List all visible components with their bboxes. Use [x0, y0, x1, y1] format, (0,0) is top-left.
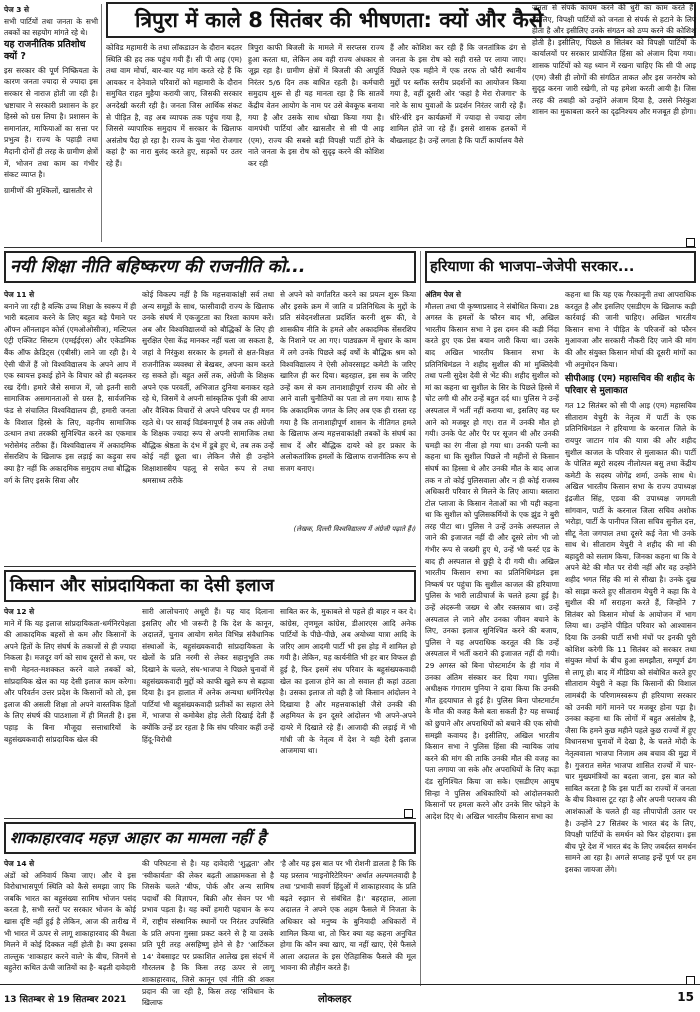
article-body: मौलला तथा पी कृष्णाप्रसाद ने संबोधित किया। 28 अगस्त के हमलों के फौरन बाद भी, अखिल भारतीय किसान सभा ने इस दमन की कड़ी निंदा करते हुए एक प्रेस बयान जारी किया था। उसके बाद अखिल भारतीय किसान सभा के प्रतिनिधिमंडल ने शहीद सुशील की मां मुक्तिदेवी तथा पत्नी सुदेश देवी से भेंट की। शहीद सुशील को मां का कहना था सुशील के सिर के पिछले हिस्से में चोट लगी थी और उन्हें बहुत दर्द था। पुलिस ने उन्हें अस्पताल में भर्ती नहीं कराया था, इसलिए वह घर आने को मजबूर हो गए। रात में उनकी मौत हो गयी। उनके पेट और पैर पर सूजन थी और उनकी चमड़ी का रंग नीला हो गया था। उनकी पत्नी का कहना था कि सुशील पिछले नौ महीनों से किसान संघर्ष का हिस्सा थे और उनकी मौत के बाद आज तक न तो कोई पुलिसवाला और न ही कोई राजस्व अधिकारी परिवार से मिलने के लिए आया। बस्तारा टोल प्लाजा के किसान नेताओं का भी यही कहना था कि सुशील को पुलिसकर्मियों के एक झुंड ने बुरी तरह पीटा था। पुलिस ने उन्हें उनके अस्पताल ले जाने की इजाजत नहीं दी और दूसरे लोग भी जो गंभीर रूप से जख्मी हुए थे, उन्हें भी फर्स्ट एड के बाद ही अस्पताल से छुट्टी दे दी गयी थी। अखिल भारतीय किसान सभा का प्रतिनिधिमंडल इस निष्कर्ष पर पहुंचा कि सुशील काजल की हरियाणा पुलिस के भारी लाठीचार्ज के चलते हत्या हुई है। उन्हें अंदरूनी जख्म थे और रक्तस्राव था। उन्हें अस्पताल ले जाने और उनका जीवन बचाने के लिए, उनका इलाज सुनिश्चित करने की बजाय, पुलिस ने यह अपराधिक करतूत की कि उन्हें अस्पताल में भर्ती कराने की इजाजत नहीं दी गयी। 29 अगस्त को बिना पोस्टमार्टम के ही गांव में उनका अंतिम संस्कार कर दिया गया। पुलिस अधीक्षक गंगाराम पुनिया ने दावा किया कि उनकी मौत हृदयाघात से हुई है। पुलिस बिना पोस्टमार्टम के मौत की वजह कैसे बता सकती है? यह सच्चाई को छुपाने और अपराधियों को बचाने की एक सोची समझी कवायद है। इसीलिए, अखिल भारतीय किसान सभा ने पुलिस हिंसा की न्यायिक जांच करने की मांग की ताकि उनकी मौत की वजह का पता लगाया जा सके और अपराधियों के लिए कड़ा दंड सुनिश्चित किया जा सके। एसडीएम आयुष सिन्हा ने पुलिस अधिकारियों को आंदोलनकारी किसानों पर हमला करने और उनके सिर फोड़ने के आदेश दिए थे। अखिल भारतीय किसान सभा का — [425, 301, 559, 821]
article-body: बनाने जा रही है बल्कि उच्च शिक्षा के स्वरूप में ही भारी बदलाव करने के लिए बहुत बड़े पैमाने पर ऑफ्न ऑनलाइन कोर्स (एमओओसीज), मल्टिपल एंट्री एक्जिट सिस्टम (एमईईएस) और एकेडमिक बैंक ऑफ क्रेडिट्स (एबीसी) लाने जा रही है। ये ऐसी चीजें हैं जो विश्वविद्यालय के अपने आप में एक स्वायत्त इकाई होने के विचार को ही बदलकर रख देंगी। हमारे जैसे समाज में, जो इतनी सारी सामाजिक असमानताओं से ग्रस्त है, सार्वजनिक फंड से संचालित विश्वविद्यालय ही, हमारी जनता के विशाल हिस्से के लिए, वहनीय सामाजिक उत्थान तथा तरक्की सुनिश्चित करने का एकमात्र भरोसेमंद तरीका हैं। विश्वविद्यालय में अकादमिक सेंसरशिप के खिलाफ इस लड़ाई का कड़ुवा सच क्या है? नहीं कि अकादमिक समुदाय तथा बौद्धिक वर्ग के लिए इसके सिवा और — [4, 301, 136, 485]
article-column: कोविड महामारी के तथा लॉकडाउन के दौरान बदतर स्थिति की हद तक पहुंच गयी हैं। सी पी आइ (एम) तथा वाम मोर्चा, बार-बार यह मांग करते रहे हैं कि आयकर न देनेवाले परिवारों को महामारी के दौरान समुचित राहत मुहैया करायी जाए, जिसकी सरकार अनदेखी करती रही है। जनता जिस आर्थिक संकट से पीड़ित है, वह अब व्यापक तक पहुंच गया है, जिससे व्यापारिक समुदाय में सरकार के खिलाफ असंतोष पैदा हो रहा है। राज्य के युवा 'मेरा रोजगार कहां है' का नारा बुलंद करते हुए, सड़कों पर उतर रहे हैं। — [106, 43, 242, 168]
article-column: साबित कर के, मुकाबले से पहले ही बाहर न कर दे। कांग्रेस, तृणमूल कांग्रेस, डीआरएस आदि अनेक पार्टियों के पीछे-पीछे, अब अयोध्या यात्रा आदि के जरिए आम आदमी पार्टी भी इस होड़ में शामिल हो गयी है। लेकिन, यह कार्यनीति भी हर बार विफल ही हुई है, फिर इसमें संघ परिवार के बहुसंख्यकवादी खेल का इलाज होने का तो सवाल ही कहां उठता है। उसका इलाज तो वही है जो किसान आंदोलन ने दिखाया है और महत्तवाकांक्षी जैसे उनकी की अहमियत के इन दूसरे आंदोलन भी अपने-अपने दायरे में दिखाते रहे हैं। आजादी की लड़ाई में भी गांधी जी के नेतृत्व में देश ने यही देसी इलाज आजमाया था। — [280, 607, 416, 756]
column-rule — [101, 4, 102, 242]
section-rule — [4, 247, 696, 248]
article-body: इस सरकार की पूर्ण निष्क्रियता के कारण जनता ज्यादा से ज्यादा इस सरकार से नाराज होती जा रही है। भ्रष्टाचार ने सरकारी प्रशासन के हर हिस्से को ग्रस लिया है। प्रशासन के समानांतर, माफियाओं का सत्ता पर प्रभुत्व है। राज्य के पहाड़ी तथा मैदानी दोनों ही तरह के ग्रामीण क्षेत्रों में, भोजन तथा काम का गंभीर संकट व्याप्त है। — [4, 65, 98, 180]
end-mark — [404, 803, 414, 813]
cont-from-label: अंतिम पेज से — [425, 290, 462, 299]
cont-from-label: पेज 11 से — [4, 290, 35, 299]
section-rule — [4, 566, 416, 567]
article-column — [425, 289, 559, 982]
article-column: जनता से संपर्क कायम करने की धुरी का काम करते हैं। इसलिए, विपक्षी पार्टियों को जनता से संपर्क से हटाने के लिए होता है और इसीलिए उनके संगठन को ठप्प करने की कोशिश होती है। इसीलिए, पिछले 8 सितंबर को विपक्षी पार्टियों के कार्यालयों पर सरकार प्रायोजित हिंसा को अंजाम दिया गया। शासक पार्टियों को यह ध्यान में रखना चाहिए कि सी पी आइ (एम) जैसी ही लोगों की संगठित ताकत और इस जनरोष को सुदृढ़ करना जारी रखेगी, तो यह हमेशा करती आयी है। जिस तरह की तबाही को उन्होंने अंजाम दिया है, उससे निरंकुश शासन का मुकाबला करने का दृढ़निश्चय और मजबूत ही होगा। — [532, 3, 697, 117]
article-body: गत 12 सितंबर को सी पी आइ (एम) महासचिव सीताराम येचुरी के नेतृत्व में पार्टी के एक प्रतिनिधिमंडल ने हरियाणा के करनाल जिले के रायपुर जाटान गांव की यात्रा की और शहीद सुशील काजल के परिवार से मुलाकात की। पार्टी के पोलित ब्यूरो सदस्य नीलोत्पल बसु तथा केंद्रीय कमेटी के सदस्य जोगेंद्र शर्मा, उनके साथ थे। अखिल भारतीय किसान सभा के राज्य उपाध्यक्ष इंद्रजीत सिंह, एडवा की उपाध्यक्ष जगमती सांगवान, पार्टी के करनाल जिला सचिव अशोक भरोड़ा, पार्टी के पानीपत जिला सचिव सुनील दत्त, सीटू नेता जगपाल तथा दूसरे कई नेता भी उनके साथ थे। सीताराम येचुरी ने शहीद की मां की बहादुरी को सलाम किया, जिनका कहना था कि वे अपने बेटे की मौत पर रोयी नहीं और वह उन्होंने शहीद भगत सिंह की मां से सीखा है। उनके दुख को साझा करते हुए सीताराम येचुरी ने कहा कि वे सुशील की माँ सराहना करते हैं, जिन्होंने 7 सितंबर को किसान मोर्चा के आयोजन में भाग लिया था। उन्होंने पीड़ित परिवार को आश्वासन दिया कि उनकी पार्टी सभी मंचों पर इनकी पूरी कोशिश करेगी कि 11 सितंबर को सरकार तथा संयुक्त मोर्चा के बीच हुआ समझौता, सम्पूर्ण ढंग से लागू हो। बाद में मीडिया को संबोधित करते हुए सीताराम येचुरी ने कहा कि किसानों की विशाल लामबंदी के परिणामस्वरूप ही हरियाणा सरकार को उनकी मांगें मानने पर मजबूर होना पड़ा है। उनका कहना था कि लोगों में बहुत असंतोष है, जैसा कि हमने कुछ महीने पहले कुछ राज्यों में हुए विधानसभा चुनावों में देखा है, के चलते मोदी के नेतृत्ववाला भाजपा निजाम अब बचाव की मुद्रा में है। गुजरात समेत भाजपा शासित राज्यों में चार-चार मुख्यमंत्रियों का बदला जाना, इस बात को साबित करता है कि इस पार्टी का राज्यों में जनता के बीच विश्वास टूट रहा है और अपनी पराजय की आशंकाओं के चलते ही वह लीपापोती उतार पर है। उन्होंने 27 सितंबर के भारत बंद के लिए, विपक्षी पार्टियों के समर्थन को फिर दोहराया। इस बीच पूरे देश में भारत बंद के लिए जबर्दस्त समर्थन सामने आ रहा है। अगले सप्ताह इन्हें पूर्ण पर हम इसका जायजा लेंगे। — [565, 401, 697, 874]
article-column: त्रिपुरा काफी बिजली के मामले में सरप्लस राज्य हुआ करता था, लेकिन अब वही राज्य अंधकार से जूझ रहा है। ग्रामीण क्षेत्रों में बिजली की आपूर्ति निरंतर 5/6 दिन तक बाधित रहती है। कर्मचारी समुदाय शुरू से ही यह मानता रहा है कि सातवें केंद्रीय वेतन आयोग के नाम पर उसे बेवकूफ बनाया गया है और उसके साथ धोखा किया गया है। वामपंथी पार्टियां और खासतौर से सी पी आइ (एम), राज्य की सबसे बड़ी विपक्षी पार्टी होने के नाते जनता के इस रोष को सुदृढ़ करने की कोशिश कर रही — [248, 43, 384, 168]
continuation-column — [4, 4, 98, 244]
article-column — [4, 289, 136, 559]
page-number: 15 — [677, 990, 694, 1004]
headline: किसान और सांप्रदायिकता का देसी इलाज — [10, 576, 274, 596]
subheading: यह राजनीतिक प्रतिशोध क्यों ? — [4, 38, 86, 62]
cont-from-label: पेज 3 से — [4, 5, 29, 14]
issue-date: 13 सितम्बर से 19 सितम्बर 2021 — [4, 995, 127, 1005]
headline: शाकाहारवाद महज़ आहार का मामला नहीं है — [10, 828, 266, 847]
end-mark — [686, 970, 696, 980]
headline: नयी शिक्षा नीति बहिष्करण की राजनीति को... — [10, 257, 306, 277]
article-column — [280, 289, 416, 561]
article-column — [565, 289, 696, 982]
article-column: कोई विकल्प नहीं है कि महत्तवाकांक्षी सर्व तथा अन्य समूहों के साथ, फासीवादी राज्य के खिलाफ उनके संघर्ष में एकजुटता का रिश्ता कायम करें। अब और विश्वविद्यालयों को बौद्धिकों के लिए ही सुरक्षित ऐसा केंद्र मानकर नहीं चला जा सकता है, जहां वे निरंकुश सरकार के हमलों से क्षत-विक्षत राजनीतिक व्यवस्था से बेखबर, अपना काम करते रह सकते हों। बहुत अर्से तक, अंग्रेजी के शिक्षक अपने एक परवर्ती, अभिजात दुनिया बनाकर रहते रहे थे, जिसमें वे अपनी सांस्कृतिक पूंजी की आपा और वैश्विक विचारों से अपने परिचय पर ही मगन रहते थे। पर सावई विडंबनापूर्ण है जब तक अंग्रेजी के शिक्षक ज्यादा रूप से अपनी सामाजिक तथा बौद्धिक श्रेष्ठता के दंभ में डूबे हुए थे, तब तक उन्हें कोई नहीं छूता था। लेकिन जैसे ही उन्होंने शिक्षाशास्त्रीय पहलू से सचेत रूप से तथा श्रमसाध्य तरीके — [142, 290, 274, 485]
article-body: सभी पार्टियों तथा जनता के सभी तबकों का सहयोग मांगते रहे थे। — [4, 16, 98, 38]
article-body: कहना था कि यह एक गैरकानूनी तथा आपराधिक करतूत है और इसलिए एसडीएम के खिलाफ कड़ी कार्रवाई की जानी चाहिए। अखिल भारतीय किसान सभा ने पीड़ित के परिजनों को फौरन मुआवजा और सरकारी नौकरी दिए जाने की मांग की और संयुक्त किसान मोर्चा की दूसरी मांगों का भी अनुमोदन किया। — [565, 290, 696, 369]
article-column: सारी आलोचनाएं अधूरी हैं। यह याद दिलाना इसलिए और भी जरूरी है कि देश के कानून, अदालतें, चुनाव आयोग समेत विभिन्न संवैधानिक संस्थाओं के, बहुसंख्यकवादी सांप्रदायिकता के खेलों के प्रति नरमी से लेकर सहानुभूति तक दिखाने के चलते, संघ-भाजपा ने पिछले चुनावों में बहुसंख्यकवादी मुद्दों को काफी खुले रूप से बढ़ावा दिया है। इन हालात में अनेक अन्यथा धर्मनिरपेक्ष पार्टियां भी बहुसंख्यकवादी प्रतीकों का सहारा लेने में, भाजपा से कमोबेश होड़ लेती दिखाई देती हैं क्योंकि उन्हें डर रहता है कि संघ परिवार कहीं उन्हें हिंदू-विरोधी — [142, 607, 274, 744]
publication-name: लोकलहर — [318, 994, 352, 1005]
article-body: ग्रामीणों की मुश्किलों, खासतौर से — [4, 185, 93, 195]
article-column: की परिघटना से है। यह दावेदारी 'शुद्धता' और 'स्वीकार्यता' की लेकर बढ़ती आक्रामकता से है जिसके चलते 'बीफ, पोर्क और अन्य सामिष पदार्थों की विज्ञापन, बिक्री और सेवन पर भी प्रभाव पड़ता है। यह क्यों हमारी पहचान के रूप में, राष्ट्रीय संस्थानिक स्थानों पर निरंतर उपस्थिति के प्रति अपना गुस्सा प्रकट करने से है या उसके प्रति पूरी तरह असहिष्णु होने से है? 'आर्टिकल 14' वेबसाइट पर प्रकाशित आलेख इस संदर्भ में गौरतलब है कि किस तरह ऊपर से लागू शाकाहारवाद, जिसे कानून एवं नीति की शक्ल प्रदान की जा रही है, किस तरह 'संविधान के खिलाफ — [142, 859, 274, 1008]
section-rule — [4, 818, 416, 819]
page-footer — [0, 984, 700, 1012]
author-note: (लेखक, दिल्ली विश्वविद्यालय में अंग्रेजी पढ़ाते हैं।) — [293, 525, 416, 533]
headline: हरियाणा की भाजपा–जेजेपी सरकार... — [430, 259, 635, 275]
headline: त्रिपुरा में काले 8 सितंबर की भीषणता: क्यों और कैसे — [135, 8, 544, 32]
article-column: हैं और कोशिश कर रही हैं कि जनतांत्रिक ढंग से जनता के इस रोष को सही रास्ते पर लाया जाए। पिछले एक महीने में एक तरफ तो फौरी स्थानीय मुद्दों पर ब्लॉक स्तरीय प्रदर्शनों का आयोजन किया गया है, वहीं दूसरी ओर 'कहां है मेरा रोजगार' के नारे के साथ युवाओं के प्रदर्शन निरंतर जारी रहे हैं। धीरे-धीरे इन कार्यक्रमों में ज्यादा से ज्यादा लोग शामिल होते जा रहे हैं। इससे शासक हलकों में बौखलाहट है। उन्हें लगता है कि पार्टी कार्यालय वैसे — [390, 43, 526, 145]
cont-from-label: पेज 12 से — [4, 607, 35, 616]
article-body: अंडों को अनिवार्य किया जाए। और ये इस विरोधाभासपूर्ण स्थिति को कैसे समझा जाए कि जबकि भारत का बहुसंख्या सामिष भोजन पसंद करता है, सभी स्तरों पर सरकार भोजन के कोई खास दृष्टि नहीं हुई है लेकिन, आज की तारीख में भी भारत में ऊपर से लागू शाकाहारवाद की वैधता मिलने में कोई दिक्कत नहीं होती है। क्या इसका ताल्लुक 'शाकाहार करने वाले' के बीच, जिनमें से बहुतेरा कथित ऊंची जातियों का है- बढ़ती दावेदारी — [4, 870, 136, 973]
article-body: से अपने को वर्गांतरित करने का प्रयत्न शुरू किया और इसके क्रम में जाति व प्रतिनिधित्व के मुद्दों के प्रति संवेदनशीलता प्रदर्शित करनी शुरू की, वे शासकीय नीति के हमले और अकादमिक सेंसरशिप के निशाने पर आ गए। पाठ्यक्रम में सुधार के काम में लगे उनके पिछले कई वर्षों के बौद्धिक श्रम को विश्वविद्यालय ने ऐसी ओवरसाइट कमेटी के जरिए खारिज ही कर दिया। बहरहाल, इस सब के जरिए उन्हें कम से कम तानाशाहीपूर्ण राज्य की ओर से आने वाली चुनौतियों का पता तो लग गया। साफ है कि अकादमिक जगत के लिए अब एक ही रास्ता रह गया है कि तानाशाहीपूर्ण शासन के नीतिगत हमले के खिलाफ अन्य महत्तवाकांक्षी तबकों के संघर्ष का साथ दें और बौद्धिक दायरे को हर प्रकार के अलोकतांत्रिक हमलों के खिलाफ राजनीतिक रूप से सजग बनाए। — [280, 290, 416, 473]
article-body: माने में कि यह इलाज सांप्रदायिकता-धर्मनिरपेक्षता की आकादमिक बहसों से कम और किसानों के अपने हितों के लिए संघर्ष के तकाजों से ही ज्यादा निकला है। मजदूर वर्ग को साथ दूसरों से कम, पर सभी मेहनत-मशक्कत करने वाले तबकों को, सांप्रदायिक खेल का यह देसी इलाज काम करेगा। और परिवर्तन उत्तर प्रदेश के किसानों को तो, इस इलाज की असली शिक्षा तो अपने वास्तविक हितों के लिए संघर्ष की पाठशाला में ही मिलती है। इस पहाड़ के बिना मौजूदा सत्ताधारियों के बहुसंख्यकवादी सांप्रदायिक खेल की — [4, 618, 136, 744]
subheading: सीपीआइ (एम) महासचिव की शहीद के परिवार से मुलाकात — [565, 374, 695, 397]
article-column — [4, 606, 136, 811]
cont-from-label: पेज 14 से — [4, 859, 35, 868]
article-column: 'है और यह इस बात पर भी रोशनी डालता है कि कि यह प्रस्ताव 'माइनोरिटेरियन' अर्थात अल्पमतवादी है तथा 'प्रभावी सवर्ण हिंदुओं में शाकाहारवाद के प्रति बढ़ते रुझान से संबंधित है।' बहरहाल, आला अदालत ने अपने एक अहम फैसले में निजता के अधिकार को मनुष्य के बुनियादी अधिकारों में शामिल किया था, तो फिर क्या यह कहना अनुचित होगा कि कौन क्या खाए, या नहीं खाए, ऐसे फैसले आला अदालत के इस ऐतिहासिक फैसले की मूल भावना की तौहीन करते हैं। — [280, 859, 416, 973]
end-mark — [686, 232, 696, 242]
article-column — [4, 858, 136, 982]
column-rule — [420, 251, 421, 986]
